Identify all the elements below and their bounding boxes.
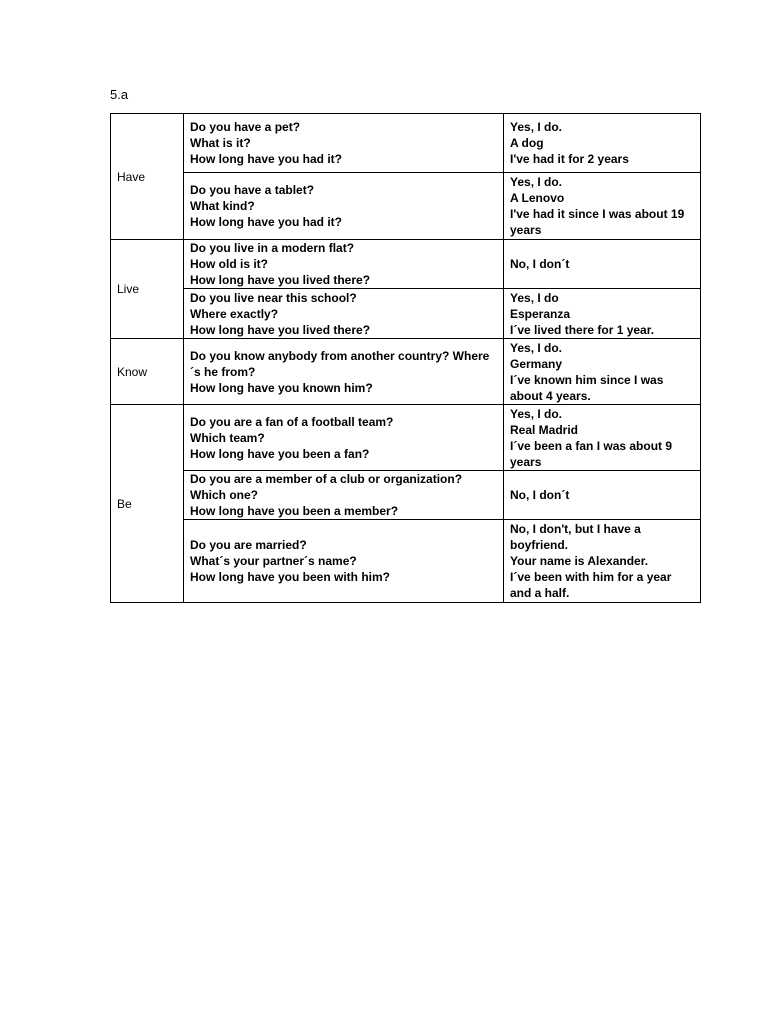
answer-line: Yes, I do: [510, 290, 559, 305]
question-line: ´s he from?: [190, 364, 256, 379]
question-answer-table: [110, 113, 701, 603]
answer-cell: [504, 471, 701, 520]
answer-cell: [504, 240, 701, 289]
question-line: Do you are a member of a club or organization?: [190, 472, 463, 486]
question-line: Where exactly?: [190, 306, 279, 321]
answer-line: Germany: [510, 356, 563, 371]
question-line: Which one?: [190, 488, 258, 502]
answer-line: years: [510, 454, 542, 469]
question-line: Do you live near this school?: [190, 290, 357, 305]
table-row: [111, 289, 701, 339]
answer-line: Yes, I do.: [510, 175, 563, 189]
question-line: Do you live in a modern flat?: [190, 241, 355, 255]
question-line: How long have you been a fan?: [190, 446, 370, 461]
answer-line: Yes, I do.: [510, 120, 563, 134]
answer-cell: [504, 289, 701, 339]
question-line: How long have you been with him?: [190, 570, 391, 584]
answer-line: Your name is Alexander.: [510, 554, 649, 568]
answer-line: Esperanza: [510, 306, 571, 321]
question-line: How long have you lived there?: [190, 322, 371, 337]
question-line: Do you are a fan of a football team?: [190, 414, 394, 429]
section-heading: 5.a: [110, 87, 129, 102]
verb-cell: Have: [111, 114, 184, 240]
question-line: Do you know anybody from another country? Where: [190, 348, 490, 363]
question-line: How long have you been a member?: [190, 504, 399, 518]
question-cell: [184, 173, 504, 240]
question-line: How long have you known him?: [190, 380, 373, 395]
question-line: How old is it?: [190, 257, 268, 271]
question-cell: [184, 405, 504, 471]
answer-line: A Lenovo: [510, 191, 565, 205]
answer-line: A dog: [510, 136, 544, 150]
question-line: How long have you had it?: [190, 215, 343, 229]
answer-line: Yes, I do.: [510, 406, 563, 421]
question-line: How long have you had it?: [190, 152, 343, 166]
question-line: Do you have a pet?: [190, 120, 301, 134]
question-line: Do you have a tablet?: [190, 183, 315, 197]
table-row: [111, 173, 701, 240]
question-cell: [184, 289, 504, 339]
answer-cell: [504, 520, 701, 603]
answer-cell: [504, 114, 701, 173]
answer-line: Real Madrid: [510, 422, 579, 437]
question-line: How long have you lived there?: [190, 273, 371, 287]
answer-cell: [504, 339, 701, 405]
answer-cell: [504, 405, 701, 471]
question-cell: [184, 471, 504, 520]
answer-line: I've had it for 2 years: [510, 152, 629, 166]
table-row: [111, 339, 701, 405]
question-cell: [184, 240, 504, 289]
answer-line: I've had it since I was about 19: [510, 207, 685, 221]
answer-line: No, I don´t: [510, 488, 570, 502]
table-row: [111, 471, 701, 520]
question-line: What is it?: [190, 136, 251, 150]
answer-line: years: [510, 223, 542, 237]
table-row: [111, 114, 701, 173]
question-line: Which team?: [190, 430, 265, 445]
answer-line: and a half.: [510, 586, 570, 600]
answer-cell: [504, 173, 701, 240]
answer-line: No, I don´t: [510, 257, 570, 271]
table-row: [111, 405, 701, 471]
answer-line: I´ve known him since I was: [510, 372, 664, 387]
verb-cell: Be: [111, 405, 184, 603]
question-line: What kind?: [190, 199, 255, 213]
answer-line: about 4 years.: [510, 388, 591, 403]
question-cell: [184, 520, 504, 603]
answer-line: Yes, I do.: [510, 340, 563, 355]
answer-line: boyfriend.: [510, 538, 569, 552]
table-row: [111, 520, 701, 603]
answer-line: I´ve lived there for 1 year.: [510, 322, 655, 337]
question-cell: [184, 339, 504, 405]
question-line: Do you are married?: [190, 538, 307, 552]
verb-cell: Live: [111, 240, 184, 339]
answer-line: No, I don't, but I have a: [510, 522, 641, 536]
question-cell: [184, 114, 504, 173]
table-row: [111, 240, 701, 289]
answer-line: I´ve been with him for a year: [510, 570, 672, 584]
answer-line: I´ve been a fan I was about 9: [510, 438, 673, 453]
verb-cell: Know: [111, 339, 184, 405]
question-line: What´s your partner´s name?: [190, 554, 357, 568]
